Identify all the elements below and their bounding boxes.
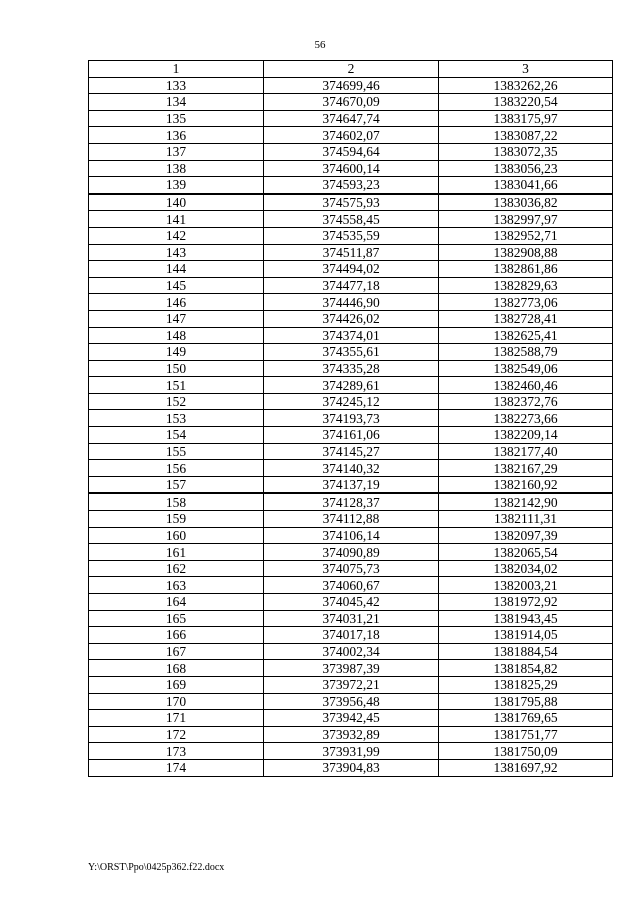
table-row	[89, 327, 613, 344]
y-coordinate-cell: 1382273,66	[439, 410, 613, 427]
y-coordinate-cell: 1381825,29	[439, 676, 613, 693]
y-coordinate-cell: 1382160,92	[439, 476, 613, 493]
x-coordinate-cell: 374535,59	[264, 227, 439, 244]
x-coordinate-cell: 374161,06	[264, 427, 439, 444]
y-coordinate-cell: 1381884,54	[439, 643, 613, 660]
column-header-1: 1	[89, 61, 264, 78]
x-coordinate-cell: 373931,99	[264, 743, 439, 760]
point-number-cell: 152	[89, 393, 264, 410]
x-coordinate-cell: 374511,87	[264, 244, 439, 261]
y-coordinate-cell: 1382728,41	[439, 310, 613, 327]
y-coordinate-cell: 1382003,21	[439, 577, 613, 594]
table-row	[89, 594, 613, 611]
point-number-cell: 165	[89, 610, 264, 627]
x-coordinate-cell: 373987,39	[264, 660, 439, 677]
x-coordinate-cell: 374670,09	[264, 94, 439, 111]
y-coordinate-cell: 1382177,40	[439, 443, 613, 460]
y-coordinate-cell: 1381795,88	[439, 693, 613, 710]
point-number-cell: 155	[89, 443, 264, 460]
page-number: 56	[314, 39, 326, 51]
table-row	[89, 460, 613, 477]
y-coordinate-cell: 1381751,77	[439, 726, 613, 743]
column-header-3: 3	[439, 61, 613, 78]
y-coordinate-cell: 1381750,09	[439, 743, 613, 760]
x-coordinate-cell: 374289,61	[264, 377, 439, 394]
y-coordinate-cell: 1383087,22	[439, 127, 613, 144]
point-number-cell: 173	[89, 743, 264, 760]
x-coordinate-cell: 374374,01	[264, 327, 439, 344]
x-coordinate-cell: 374017,18	[264, 627, 439, 644]
point-number-cell: 156	[89, 460, 264, 477]
y-coordinate-cell: 1382549,06	[439, 360, 613, 377]
point-number-cell: 167	[89, 643, 264, 660]
table-row	[89, 110, 613, 127]
point-number-cell: 162	[89, 560, 264, 577]
y-coordinate-cell: 1383175,97	[439, 110, 613, 127]
y-coordinate-cell: 1382625,41	[439, 327, 613, 344]
point-number-cell: 139	[89, 177, 264, 194]
point-number-cell: 133	[89, 77, 264, 94]
coordinates-table	[88, 60, 613, 777]
point-number-cell: 143	[89, 244, 264, 261]
point-number-cell: 144	[89, 261, 264, 278]
table-row	[89, 726, 613, 743]
point-number-cell: 149	[89, 344, 264, 361]
footer-file-path: Y:\ORST\Ppo\0425p362.f22.docx	[88, 862, 225, 873]
x-coordinate-cell: 373956,48	[264, 693, 439, 710]
point-number-cell: 153	[89, 410, 264, 427]
table-row	[89, 211, 613, 228]
table-row	[89, 377, 613, 394]
table-row	[89, 627, 613, 644]
table-row	[89, 410, 613, 427]
y-coordinate-cell: 1382829,63	[439, 277, 613, 294]
x-coordinate-cell: 374106,14	[264, 527, 439, 544]
x-coordinate-cell: 374137,19	[264, 476, 439, 493]
y-coordinate-cell: 1381854,82	[439, 660, 613, 677]
y-coordinate-cell: 1383056,23	[439, 160, 613, 177]
point-number-cell: 170	[89, 693, 264, 710]
x-coordinate-cell: 374245,12	[264, 393, 439, 410]
table-header-row	[89, 61, 613, 78]
point-number-cell: 157	[89, 476, 264, 493]
x-coordinate-cell: 374494,02	[264, 261, 439, 278]
point-number-cell: 137	[89, 143, 264, 160]
x-coordinate-cell: 373932,89	[264, 726, 439, 743]
point-number-cell: 163	[89, 577, 264, 594]
x-coordinate-cell: 374031,21	[264, 610, 439, 627]
point-number-cell: 142	[89, 227, 264, 244]
point-number-cell: 141	[89, 211, 264, 228]
table-row	[89, 94, 613, 111]
point-number-cell: 174	[89, 759, 264, 776]
table-row	[89, 443, 613, 460]
table-row	[89, 427, 613, 444]
y-coordinate-cell: 1382460,46	[439, 377, 613, 394]
point-number-cell: 158	[89, 493, 264, 510]
point-number-cell: 151	[89, 377, 264, 394]
table-row	[89, 244, 613, 261]
table-row	[89, 177, 613, 194]
column-header-2: 2	[264, 61, 439, 78]
y-coordinate-cell: 1383072,35	[439, 143, 613, 160]
y-coordinate-cell: 1382773,06	[439, 294, 613, 311]
x-coordinate-cell: 374045,42	[264, 594, 439, 611]
x-coordinate-cell: 374090,89	[264, 544, 439, 561]
table-row	[89, 693, 613, 710]
table-row	[89, 261, 613, 278]
table-row	[89, 227, 613, 244]
point-number-cell: 135	[89, 110, 264, 127]
table-row	[89, 511, 613, 528]
point-number-cell: 138	[89, 160, 264, 177]
y-coordinate-cell: 1383262,26	[439, 77, 613, 94]
y-coordinate-cell: 1381697,92	[439, 759, 613, 776]
x-coordinate-cell: 374060,67	[264, 577, 439, 594]
y-coordinate-cell: 1383041,66	[439, 177, 613, 194]
table-row	[89, 476, 613, 493]
point-number-cell: 161	[89, 544, 264, 561]
table-row	[89, 160, 613, 177]
x-coordinate-cell: 374002,34	[264, 643, 439, 660]
point-number-cell: 145	[89, 277, 264, 294]
x-coordinate-cell: 374699,46	[264, 77, 439, 94]
y-coordinate-cell: 1382908,88	[439, 244, 613, 261]
y-coordinate-cell: 1381972,92	[439, 594, 613, 611]
point-number-cell: 168	[89, 660, 264, 677]
x-coordinate-cell: 374575,93	[264, 194, 439, 211]
y-coordinate-cell: 1383036,82	[439, 194, 613, 211]
table-body	[89, 77, 613, 776]
x-coordinate-cell: 374145,27	[264, 443, 439, 460]
y-coordinate-cell: 1381769,65	[439, 710, 613, 727]
y-coordinate-cell: 1382142,90	[439, 493, 613, 510]
y-coordinate-cell: 1382372,76	[439, 393, 613, 410]
table-row	[89, 660, 613, 677]
y-coordinate-cell: 1382209,14	[439, 427, 613, 444]
point-number-cell: 169	[89, 676, 264, 693]
y-coordinate-cell: 1382997,97	[439, 211, 613, 228]
table-row	[89, 544, 613, 561]
table-row	[89, 277, 613, 294]
table-row	[89, 143, 613, 160]
x-coordinate-cell: 374600,14	[264, 160, 439, 177]
point-number-cell: 146	[89, 294, 264, 311]
point-number-cell: 166	[89, 627, 264, 644]
x-coordinate-cell: 373904,83	[264, 759, 439, 776]
y-coordinate-cell: 1381914,05	[439, 627, 613, 644]
table-row	[89, 527, 613, 544]
y-coordinate-cell: 1382034,02	[439, 560, 613, 577]
point-number-cell: 150	[89, 360, 264, 377]
y-coordinate-cell: 1382952,71	[439, 227, 613, 244]
y-coordinate-cell: 1382111,31	[439, 511, 613, 528]
x-coordinate-cell: 374112,88	[264, 511, 439, 528]
x-coordinate-cell: 374558,45	[264, 211, 439, 228]
point-number-cell: 172	[89, 726, 264, 743]
table-row	[89, 710, 613, 727]
table-row	[89, 643, 613, 660]
point-number-cell: 154	[89, 427, 264, 444]
x-coordinate-cell: 374426,02	[264, 310, 439, 327]
y-coordinate-cell: 1381943,45	[439, 610, 613, 627]
table-row	[89, 759, 613, 776]
table-row	[89, 360, 613, 377]
y-coordinate-cell: 1382588,79	[439, 344, 613, 361]
table-row	[89, 676, 613, 693]
x-coordinate-cell: 374593,23	[264, 177, 439, 194]
table-row	[89, 310, 613, 327]
x-coordinate-cell: 374647,74	[264, 110, 439, 127]
point-number-cell: 134	[89, 94, 264, 111]
x-coordinate-cell: 374140,32	[264, 460, 439, 477]
table-row	[89, 743, 613, 760]
table-row	[89, 393, 613, 410]
x-coordinate-cell: 374193,73	[264, 410, 439, 427]
x-coordinate-cell: 374128,37	[264, 493, 439, 510]
x-coordinate-cell: 374446,90	[264, 294, 439, 311]
point-number-cell: 159	[89, 511, 264, 528]
point-number-cell: 140	[89, 194, 264, 211]
x-coordinate-cell: 374477,18	[264, 277, 439, 294]
table-row	[89, 77, 613, 94]
table-row	[89, 344, 613, 361]
point-number-cell: 171	[89, 710, 264, 727]
point-number-cell: 148	[89, 327, 264, 344]
x-coordinate-cell: 374335,28	[264, 360, 439, 377]
x-coordinate-cell: 374075,73	[264, 560, 439, 577]
table-row	[89, 127, 613, 144]
point-number-cell: 147	[89, 310, 264, 327]
table-row	[89, 294, 613, 311]
table-row	[89, 577, 613, 594]
x-coordinate-cell: 373972,21	[264, 676, 439, 693]
point-number-cell: 164	[89, 594, 264, 611]
x-coordinate-cell: 374594,64	[264, 143, 439, 160]
point-number-cell: 136	[89, 127, 264, 144]
table-row	[89, 194, 613, 211]
y-coordinate-cell: 1382097,39	[439, 527, 613, 544]
x-coordinate-cell: 374602,07	[264, 127, 439, 144]
point-number-cell: 160	[89, 527, 264, 544]
table-row	[89, 493, 613, 510]
y-coordinate-cell: 1382861,86	[439, 261, 613, 278]
x-coordinate-cell: 374355,61	[264, 344, 439, 361]
y-coordinate-cell: 1383220,54	[439, 94, 613, 111]
y-coordinate-cell: 1382065,54	[439, 544, 613, 561]
x-coordinate-cell: 373942,45	[264, 710, 439, 727]
table-row	[89, 560, 613, 577]
table-row	[89, 610, 613, 627]
y-coordinate-cell: 1382167,29	[439, 460, 613, 477]
